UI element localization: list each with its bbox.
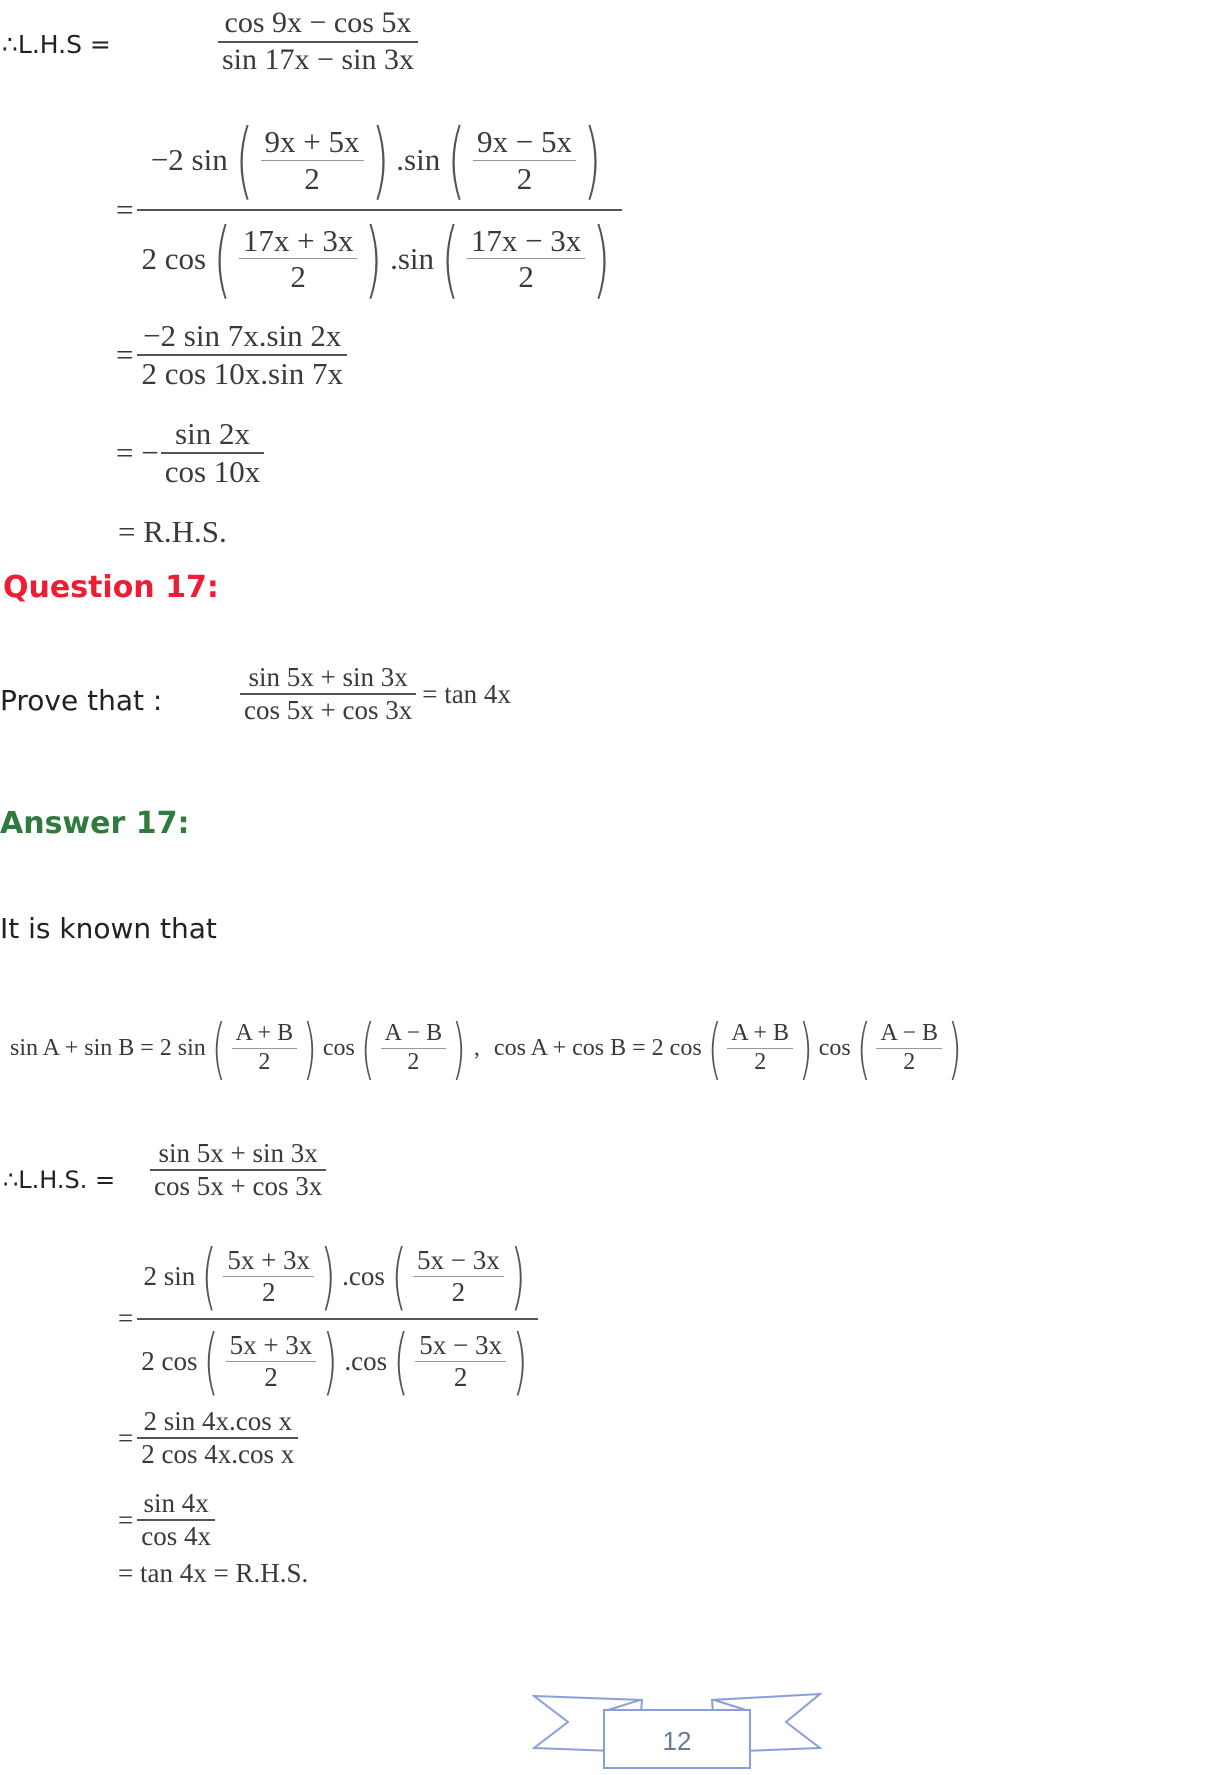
equals-minus: = − — [116, 434, 159, 470]
inner-numerator: 9x − 5x — [477, 124, 572, 160]
coefficient: −2 sin — [150, 142, 228, 178]
numerator: sin 5x + sin 3x — [248, 662, 408, 692]
coefficient: 2 sin — [143, 1260, 196, 1291]
numerator: sin 5x + sin 3x — [158, 1138, 318, 1168]
inner-denominator: 2 — [518, 259, 534, 295]
identity-sin-lhs: sin A + sin B = 2 sin — [10, 1035, 206, 1061]
question-equation — [240, 662, 511, 726]
fraction — [161, 416, 265, 489]
equals-sign: = — [116, 191, 134, 227]
equation-step-2 — [116, 112, 622, 307]
inner-numerator: 5x − 3x — [417, 1244, 500, 1275]
parenthesized-fraction: ( $\frac{A - B}{2}$ ) — [856, 1010, 963, 1087]
fraction — [240, 662, 416, 726]
numerator: sin 4x — [143, 1488, 209, 1518]
fraction — [137, 1235, 538, 1403]
denominator — [137, 211, 622, 308]
answer-step-1 — [150, 1138, 326, 1202]
denominator: cos 10x — [164, 453, 261, 489]
inner-fraction — [239, 223, 357, 295]
answer-step-2 — [118, 1235, 538, 1403]
parenthesized-fraction: ( $\frac{5x - 3x}{2}$ ) — [393, 1318, 528, 1403]
separator: , — [473, 1035, 480, 1061]
inner-numerator: A + B — [235, 1020, 294, 1047]
answer-step-3 — [118, 1406, 298, 1470]
identity-cos-lhs: cos A + cos B = 2 cos — [493, 1035, 702, 1061]
page-number: 12 — [662, 1726, 692, 1756]
inner-denominator: 2 — [304, 160, 320, 196]
lhs-label: ∴L.H.S. = — [3, 1166, 116, 1194]
parenthesized-fraction: ( $\frac{9x + 5x}{2}$ ) — [235, 111, 389, 209]
fraction — [137, 318, 347, 391]
equals-sign: = — [116, 336, 134, 372]
numerator: sin 2x — [175, 416, 250, 451]
parenthesized-fraction: ( $\frac{5x - 3x}{2}$ ) — [391, 1234, 526, 1318]
parenthesized-fraction: ( $\frac{A + B}{2}$ ) — [211, 1010, 318, 1087]
inner-numerator: 5x + 3x — [227, 1244, 311, 1275]
sum-to-product-identities — [10, 1010, 968, 1087]
answer-heading: Answer 17: — [0, 806, 190, 841]
inner-denominator: 2 — [903, 1049, 916, 1075]
denominator — [137, 1320, 538, 1403]
parenthesized-fraction: ( $\frac{9x - 5x}{2}$ ) — [447, 111, 602, 209]
denominator: 2 cos 4x.cos x — [141, 1439, 295, 1470]
numerator — [139, 1235, 535, 1318]
inner-denominator: 2 — [258, 1049, 271, 1075]
intro-text: It is known that — [0, 912, 217, 945]
inner-denominator: 2 — [264, 1361, 278, 1392]
denominator: cos 5x + cos 3x — [244, 695, 413, 726]
coefficient: 2 cos — [141, 241, 207, 277]
rhs-conclusion: = tan 4x = R.H.S. — [118, 1558, 309, 1588]
inner-numerator: A + B — [731, 1020, 789, 1047]
inner-fraction — [467, 223, 585, 295]
operator: cos — [322, 1035, 355, 1061]
inner-numerator: 5x − 3x — [419, 1329, 502, 1360]
denominator: 2 cos 10x.sin 7x — [141, 355, 343, 391]
inner-numerator: 5x + 3x — [229, 1329, 313, 1360]
operator: .cos — [342, 1260, 385, 1291]
inner-denominator: 2 — [407, 1049, 420, 1075]
coefficient: 2 cos — [141, 1345, 198, 1376]
equals-sign: = — [118, 1504, 134, 1535]
fraction — [150, 1138, 326, 1202]
operator: cos — [818, 1035, 851, 1061]
rhs-conclusion: = R.H.S. — [118, 514, 227, 549]
answer-step-4 — [118, 1488, 215, 1552]
inner-fraction — [473, 124, 576, 196]
inner-denominator: 2 — [290, 259, 306, 295]
numerator: cos 9x − cos 5x — [224, 6, 412, 39]
lhs-label: ∴L.H.S = — [2, 30, 111, 59]
inner-numerator: A − B — [384, 1020, 443, 1047]
denominator: cos 4x — [141, 1521, 211, 1552]
equation-step-4 — [116, 416, 264, 489]
inner-fraction — [261, 124, 364, 196]
operator: .sin — [396, 142, 441, 178]
equation-step-1 — [218, 6, 418, 77]
numerator — [147, 112, 613, 209]
inner-numerator: 9x + 5x — [264, 124, 360, 160]
equals-sign: = — [118, 1422, 134, 1453]
inner-denominator: 2 — [754, 1049, 767, 1075]
inner-denominator: 2 — [453, 1361, 468, 1392]
parenthesized-fraction: ( $\frac{5x + 3x}{2}$ ) — [203, 1318, 339, 1403]
fraction — [137, 1488, 215, 1552]
inner-numerator: 17x − 3x — [470, 222, 582, 258]
fraction — [137, 112, 622, 307]
parenthesized-fraction: ( $\frac{17x + 3x}{2}$ ) — [213, 209, 383, 308]
rhs: = tan 4x — [422, 678, 511, 709]
inner-numerator: 17x + 3x — [242, 222, 354, 258]
parenthesized-fraction: ( $\frac{5x + 3x}{2}$ ) — [201, 1234, 336, 1318]
page-number-ribbon — [532, 1692, 822, 1770]
numerator: −2 sin 7x.sin 2x — [143, 318, 342, 353]
question-heading: Question 17: — [3, 570, 219, 605]
fraction — [137, 1406, 298, 1470]
prove-that-label: Prove that : — [0, 684, 163, 717]
denominator: sin 17x − sin 3x — [222, 42, 414, 76]
parenthesized-fraction: ( $\frac{A + B}{2}$ ) — [707, 1010, 813, 1087]
denominator: cos 5x + cos 3x — [154, 1171, 323, 1202]
inner-denominator: 2 — [261, 1276, 276, 1307]
inner-denominator: 2 — [516, 160, 533, 196]
inner-numerator: A − B — [880, 1020, 939, 1047]
parenthesized-fraction: ( $\frac{A - B}{2}$ ) — [360, 1010, 467, 1087]
operator: .cos — [344, 1345, 388, 1376]
numerator: 2 sin 4x.cos x — [143, 1406, 292, 1436]
parenthesized-fraction: ( $\frac{17x - 3x}{2}$ ) — [441, 209, 611, 308]
operator: .sin — [390, 241, 435, 277]
equation-step-3 — [116, 318, 347, 391]
inner-denominator: 2 — [451, 1276, 466, 1307]
equals-sign: = — [118, 1303, 134, 1334]
fraction — [218, 6, 418, 77]
